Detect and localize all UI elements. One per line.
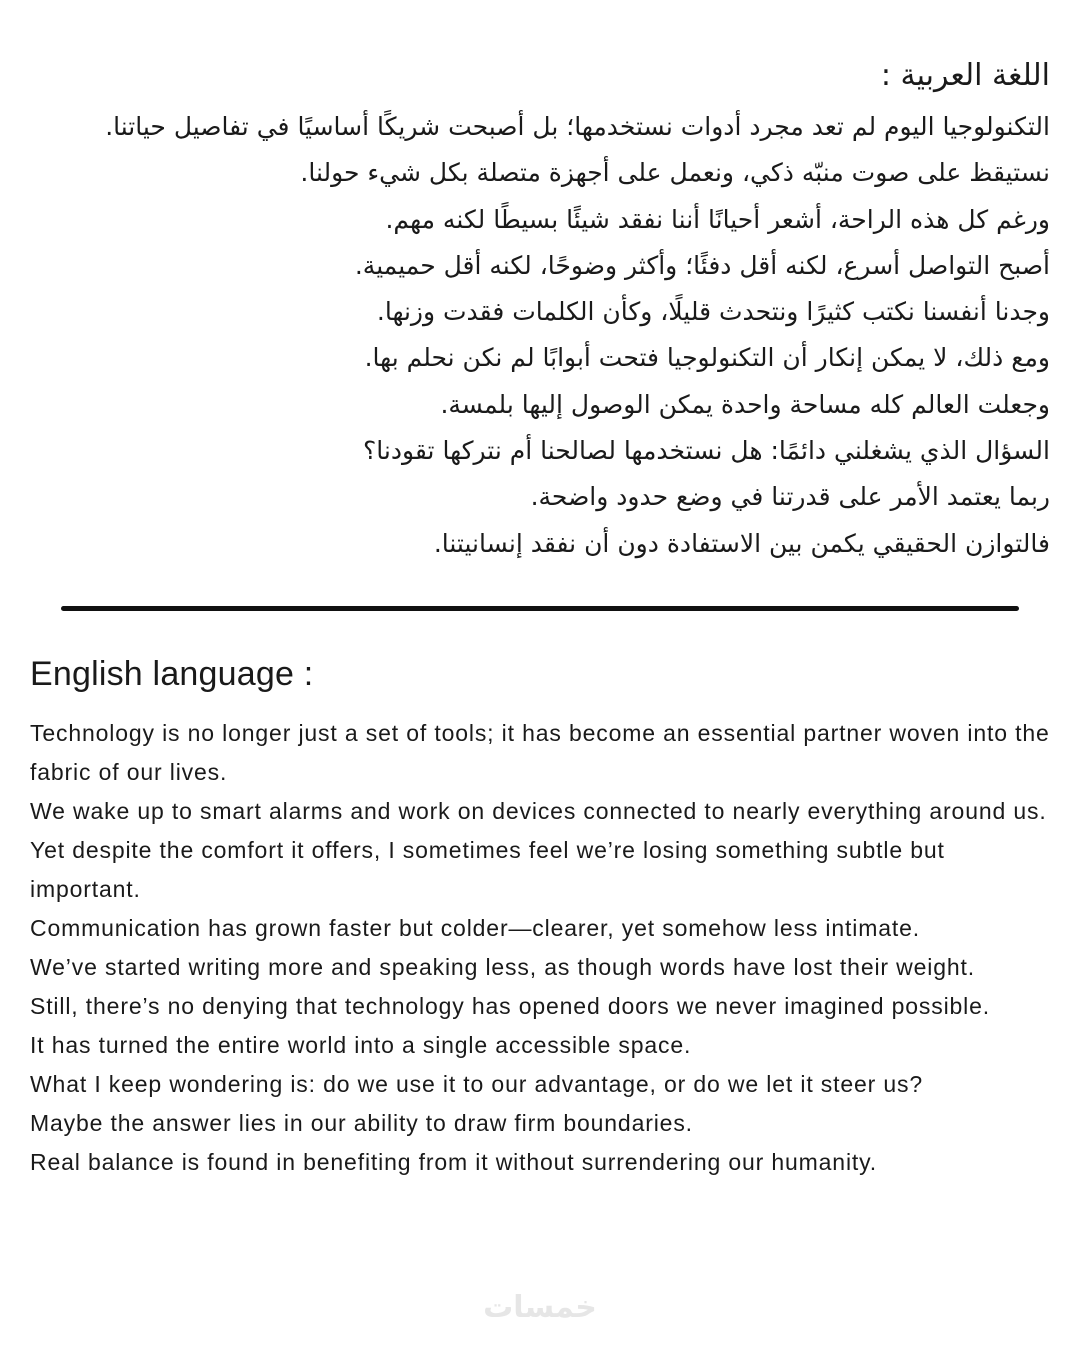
- english-line: What I keep wondering is: do we use it to our advantage, or do we let it steer us?: [30, 1071, 924, 1097]
- arabic-line: وجدنا أنفسنا نكتب كثيرًا ونتحدث قليلًا، وكأن الكلمات فقدت وزنها.: [376, 297, 1050, 327]
- arabic-section: [18, 50, 1050, 567]
- english-line: Communication has grown faster but colder—clearer, yet somehow less intimate.: [30, 915, 920, 941]
- arabic-heading: اللغة العربية :: [880, 58, 1050, 93]
- english-line: Yet despite the comfort it offers, I sometimes feel we’re losing something subtle but important.: [30, 837, 945, 902]
- english-line: Maybe the answer lies in our ability to draw firm boundaries.: [30, 1110, 693, 1136]
- arabic-line: أصبح التواصل أسرع، لكنه أقل دفئًا؛ وأكثر وضوحًا، لكنه أقل حميمية.: [354, 250, 1050, 280]
- arabic-line: ورغم كل هذه الراحة، أشعر أحيانًا أننا نفقد شيئًا بسيطًا لكنه مهم.: [385, 204, 1050, 234]
- english-line: We wake up to smart alarms and work on devices connected to nearly everything around us.: [30, 798, 1047, 824]
- arabic-line: فالتوازن الحقيقي يكمن بين الاستفادة دون أن نفقد إنسانيتنا.: [433, 528, 1050, 558]
- arabic-line: السؤال الذي يشغلني دائمًا: هل نستخدمها لصالحنا أم نتركها تقودنا؟: [363, 436, 1050, 466]
- section-divider: [61, 606, 1019, 611]
- arabic-line: وجعلت العالم كله مساحة واحدة يمكن الوصول إليها بلمسة.: [440, 389, 1050, 419]
- arabic-text-block: [18, 104, 1050, 567]
- english-heading: English language :: [30, 655, 314, 693]
- english-line: Still, there’s no denying that technology has opened doors we never imagined possible.: [30, 993, 991, 1019]
- english-section: [30, 648, 1050, 1182]
- english-line: It has turned the entire world into a single accessible space.: [30, 1032, 692, 1058]
- arabic-line: ربما يعتمد الأمر على قدرتنا في وضع حدود واضحة.: [530, 482, 1050, 512]
- arabic-line: التكنولوجيا اليوم لم تعد مجرد أدوات نستخدمها؛ بل أصبحت شريكًا أساسيًا في تفاصيل حياتنا.: [105, 112, 1050, 141]
- english-text-block: [30, 714, 1050, 1182]
- english-line: Real balance is found in benefiting from it without surrendering our humanity.: [30, 1149, 878, 1175]
- arabic-line: نستيقظ على صوت منبّه ذكي، ونعمل على أجهزة متصلة بكل شيء حولنا.: [300, 158, 1050, 188]
- english-line: Technology is no longer just a set of tools; it has become an essential partner woven into the fabric of our lives.: [30, 720, 1050, 785]
- arabic-line: ومع ذلك، لا يمكن إنكار أن التكنولوجيا فتحت أبوابًا لم نكن نحلم بها.: [364, 343, 1050, 373]
- watermark-logo: خمسات: [483, 1290, 597, 1325]
- english-line: We’ve started writing more and speaking less, as though words have lost their weight.: [30, 954, 975, 980]
